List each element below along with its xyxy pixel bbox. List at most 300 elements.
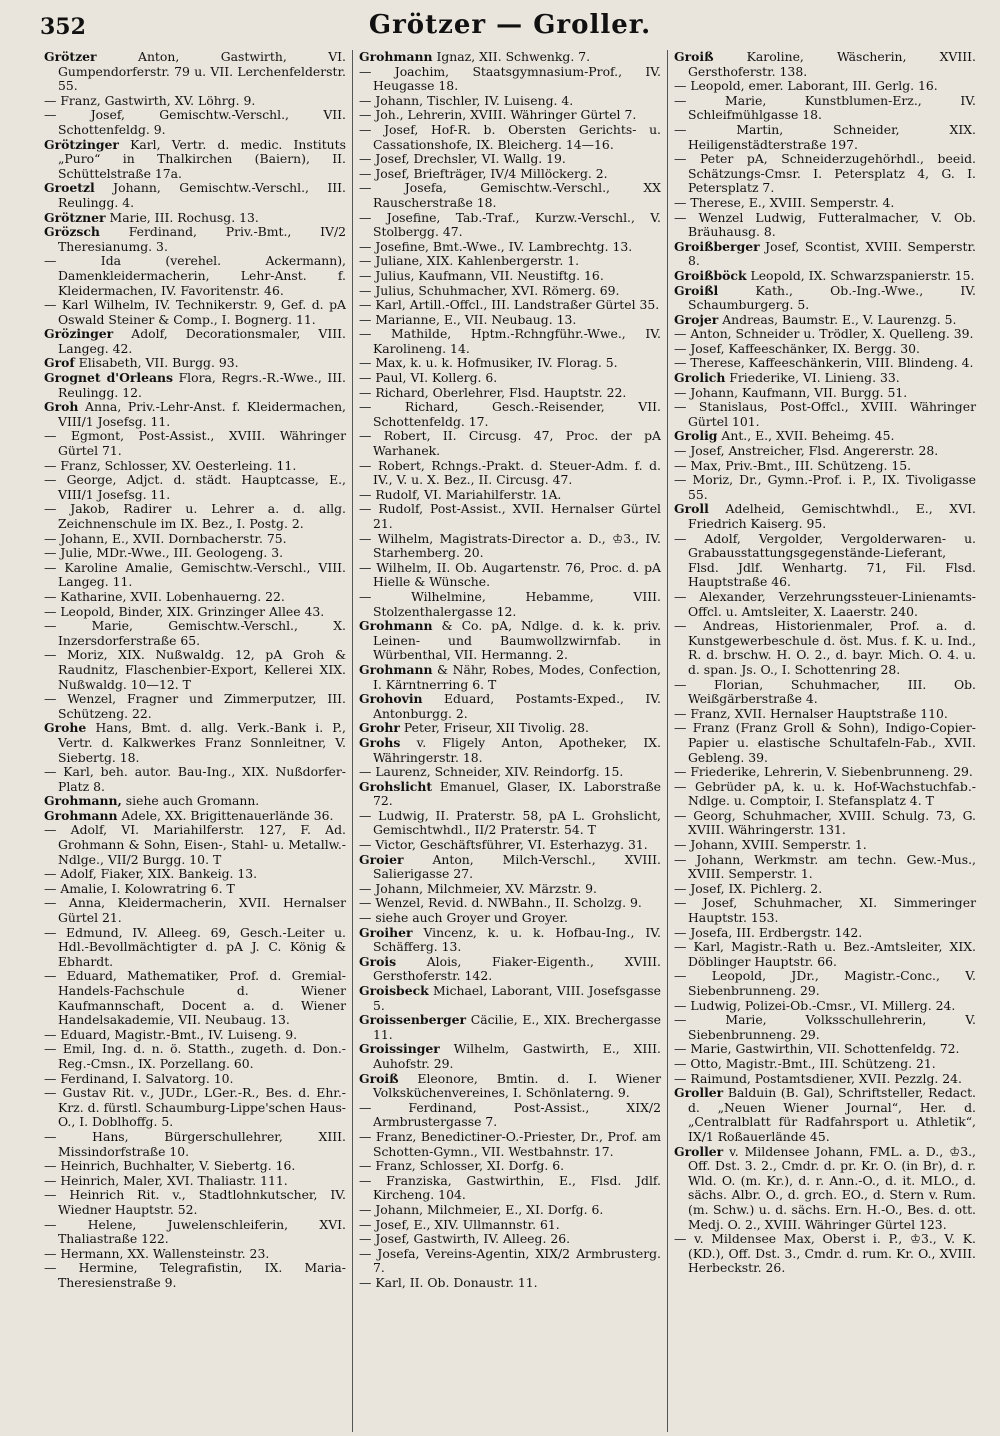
directory-entry <box>674 532 976 590</box>
entry-details: — Victor, Geschäftsführer, VI. Esterhazyg. 31. <box>359 837 648 853</box>
page-header <box>40 10 980 48</box>
entry-details: Adelheid, Gemischtwhdl., E., XVI. Friedrich Kaiserg. 95. <box>688 501 976 531</box>
entry-details: — Franziska, Gastwirthin, E., Flsd. Jdlf. Kircheng. 104. <box>359 1172 661 1203</box>
directory-entry <box>674 386 976 401</box>
entry-details: Kath., Ob.-Ing.-Wwe., IV. Schaumburgerg. 5. <box>688 282 976 313</box>
entry-surname: Groller <box>674 1143 724 1159</box>
column-middle <box>353 50 668 1432</box>
directory-entry <box>359 1159 661 1174</box>
entry-details: Flora, Regrs.-R.-Wwe., III. Reulingg. 12. <box>58 370 346 400</box>
entry-surname: Groh <box>44 399 79 415</box>
directory-entry <box>359 561 661 590</box>
directory-entry <box>674 838 976 853</box>
entry-details: — Johann, Milchmeier, E., XI. Dorfg. 6. <box>359 1201 604 1217</box>
entry-details: — Friederike, Lehrerin, V. Siebenbrunneng. 29. <box>674 764 973 780</box>
directory-entry <box>44 809 346 824</box>
entry-details: — Edmund, IV. Alleeg. 69, Gesch.-Leiter u. Hdl.-Bevollmächtigter d. pA J. C. König & Ebhardt. <box>44 924 346 969</box>
directory-entry <box>359 736 661 765</box>
entry-details: Karl, Vertr. d. medic. Instituts „Puro“ in Thalkirchen (Baiern), II. Schüttelstraße 17a. <box>58 136 346 181</box>
directory-entry <box>359 1276 661 1291</box>
entry-surname: Grohmann <box>359 661 433 677</box>
entry-surname: Grötzer <box>44 50 97 64</box>
entry-surname: Groissenberger <box>359 1012 467 1028</box>
directory-entry <box>359 254 661 269</box>
entry-details: — Richard, Oberlehrer, Flsd. Hauptstr. 22. <box>359 384 627 400</box>
directory-entry <box>359 619 661 663</box>
entry-details: Friederike, VI. Linieng. 33. <box>725 370 900 386</box>
entry-surname: Grötzinger <box>44 136 119 152</box>
entry-details: — Franz, XVII. Hernalser Hauptstraße 110. <box>674 705 948 721</box>
entry-details: — Juliane, XIX. Kahlenbergerstr. 1. <box>359 253 580 269</box>
page-number: 352 <box>40 14 86 40</box>
directory-entry <box>44 211 346 226</box>
entry-details: — Josef, Hof-R. b. Obersten Gerichts- u. Cassationshofe, IX. Bleicherg. 14—16. <box>359 121 661 152</box>
entry-details: — Ludwig, Polizei-Ob.-Cmsr., VI. Millerg. 24. <box>674 997 956 1013</box>
directory-entry <box>359 284 661 299</box>
directory-entry <box>44 1086 346 1130</box>
directory-entry <box>359 809 661 838</box>
entry-surname: Groetzl <box>44 180 95 196</box>
directory-entry <box>359 429 661 458</box>
entry-details: — Johann, XVIII. Semperstr. 1. <box>674 837 867 853</box>
directory-entry <box>44 1072 346 1087</box>
entry-details: v. Mildensee Johann, FML. a. D., ♔3., Off. Dst. 3. 2., Cmdr. d. pr. Kr. O. (in Br), d. r. Wld. O. (m. Kr.), d. r. Ann.-O., d. it. MLO., d. sächs. Albr. O., d. grch. EO., d. Stern v. Rum. (m. Schw.) u. d. sächs. Ern. H.-O., Bes. d. ott. Medj. O. 2., XVIII. Währinger Gürtel 123. <box>688 1143 976 1232</box>
entry-details: — Eduard, Magistr.-Bmt., IV. Luiseng. 9. <box>44 1026 298 1042</box>
entry-details: — Therese, E., XVIII. Semperstr. 4. <box>674 194 895 210</box>
entry-surname: Grohe <box>44 720 87 736</box>
entry-details: — Karl, Magistr.-Rath u. Bez.-Amtsleiter, XIX. Döblinger Hauptstr. 66. <box>674 939 976 969</box>
entry-details: — Richard, Gesch.-Reisender, VII. Schottenfeldg. 17. <box>359 399 661 429</box>
entry-details: — Anton, Schneider u. Trödler, X. Quelleng. 39. <box>674 326 974 342</box>
directory-entry <box>359 926 661 955</box>
entry-details: Hans, Bmt. d. allg. Verk.-Bank i. P., Vertr. d. Kalkwerkes Franz Sonnleitner, V. Siebertg. 18. <box>58 720 346 765</box>
directory-entry <box>44 225 346 254</box>
directory-entry <box>44 1261 346 1290</box>
directory-entry <box>359 327 661 356</box>
entry-surname: Grötzner <box>44 209 106 225</box>
directory-entry <box>44 619 346 648</box>
directory-entry <box>359 313 661 328</box>
entry-surname: Groißberger <box>674 238 760 254</box>
entry-details: — Karoline Amalie, Gemischtw.-Verschl., VIII. Langeg. 11. <box>44 559 346 590</box>
directory-entry <box>44 138 346 182</box>
entry-details: Anna, Priv.-Lehr-Anst. f. Kleidermachen, VIII/1 Josefsg. 11. <box>58 399 346 429</box>
entry-details: — Marie, Kunstblumen-Erz., IV. Schleifmühlgasse 18. <box>674 92 976 123</box>
directory-entry <box>359 984 661 1013</box>
entry-details: — Egmont, Post-Assist., XVIII. Währinger Gürtel 71. <box>44 428 346 459</box>
entry-surname: Grohmann, <box>44 793 122 809</box>
entry-details: — Amalie, I. Kolowratring 6. T <box>44 880 235 896</box>
directory-entry <box>44 721 346 765</box>
entry-details: — Joh., Lehrerin, XVIII. Währinger Gürtel 7. <box>359 107 637 123</box>
directory-entry <box>359 50 661 65</box>
entry-details: Josef, Scontist, XVIII. Semperstr. 8. <box>688 238 976 269</box>
directory-entry <box>359 108 661 123</box>
entry-details: & Nähr, Robes, Modes, Confection, I. Kärntnerring 6. T <box>373 661 661 692</box>
entry-details: — Moriz, Dr., Gymn.-Prof. i. P., IX. Tivoligasse 55. <box>674 472 976 502</box>
directory-entry <box>674 342 976 357</box>
directory-entry <box>44 794 346 809</box>
directory-entry <box>674 1013 976 1042</box>
directory-entry <box>359 1101 661 1130</box>
directory-entry <box>359 181 661 210</box>
directory-entry <box>359 371 661 386</box>
entry-details: — Josefine, Bmt.-Wwe., IV. Lambrechtg. 13. <box>359 238 633 254</box>
entry-details: — Peter pA, Schneiderzugehörhdl., beeid. Schätzungs-Cmsr. I. Petersplatz 4, G. I. Petersplatz 7. <box>674 151 976 196</box>
entry-details: — Franz, Schlosser, XI. Dorfg. 6. <box>359 1158 565 1174</box>
entry-details: — Josef, IX. Pichlerg. 2. <box>674 880 823 896</box>
directory-entry <box>44 561 346 590</box>
directory-entry <box>359 1042 661 1071</box>
directory-entry <box>44 823 346 867</box>
entry-details: — Wilhelm, Magistrats-Director a. D., ♔3., IV. Starhemberg. 20. <box>359 530 661 561</box>
entry-details: — Wenzel, Fragner und Zimmerputzer, III. Schützeng. 22. <box>44 691 346 721</box>
directory-entry <box>359 1130 661 1159</box>
directory-entry <box>44 356 346 371</box>
entry-details: — v. Mildensee Max, Oberst i. P., ♔3., V. K. (KD.), Off. Dst. 3., Cmdr. d. rum. Kr. O., XVIII. Herbeckstr. 26. <box>674 1231 976 1276</box>
entry-surname: Grohslicht <box>359 778 433 794</box>
directory-entry <box>359 911 661 926</box>
entry-details: — Paul, VI. Kollerg. 6. <box>359 370 498 386</box>
directory-entry <box>674 721 976 765</box>
entry-details: — Adolf, VI. Mariahilferstr. 127, F. Ad. Grohmann & Sohn, Eisen-, Stahl- u. Metallw.-Ndlge., VII/2 Burgg. 10. T <box>44 822 346 867</box>
directory-entry <box>674 969 976 998</box>
directory-entry <box>359 532 661 561</box>
entry-surname: Groißl <box>674 282 719 298</box>
entry-details: — Leopold, JDr., Magistr.-Conc., V. Siebenbrunneng. 29. <box>674 968 976 998</box>
entry-surname: Groier <box>359 851 404 867</box>
entry-surname: Grohr <box>359 720 400 736</box>
entry-surname: Grohs <box>359 734 401 750</box>
directory-entry <box>674 371 976 386</box>
directory-entry <box>674 123 976 152</box>
entry-details: — Heinrich, Maler, XVI. Thaliastr. 111. <box>44 1172 288 1188</box>
entry-details: — Josef, Schuhmacher, XI. Simmeringer Hauptstr. 153. <box>674 895 976 926</box>
entry-surname: Grognet d'Orleans <box>44 370 173 386</box>
entry-details: Andreas, Baumstr. E., V. Laurenzg. 5. <box>718 311 957 327</box>
directory-entry <box>359 211 661 240</box>
directory-entry <box>359 502 661 531</box>
directory-entry <box>674 1145 976 1233</box>
entry-details: — Adolf, Vergolder, Vergolderwaren- u. Grabausstattungsgegenstände-Lieferant, Flsd. Jdlf. Wenhartg. 71, Fil. Flsd. Hauptstraße 46. <box>674 530 976 590</box>
entry-details: Balduin (B. Gal), Schriftsteller, Redact. d. „Neuen Wiener Journal“, Her. d. „Centralblatt für Radfahrsport u. Athletik“, IX/1 Roßauerlände 45. <box>688 1085 976 1144</box>
directory-entry <box>359 838 661 853</box>
entry-details: — Julius, Schuhmacher, XVI. Römerg. 69. <box>359 282 620 298</box>
entry-details: — Franz, Benedictiner-O.-Priester, Dr., Prof. am Schotten-Gymn., VII. Westbahnstr. 17. <box>359 1128 661 1159</box>
entry-details: — Otto, Magistr.-Bmt., III. Schützeng. 21. <box>674 1055 936 1071</box>
entry-details: — Therese, Kaffeeschänkerin, VIII. Blindeng. 4. <box>674 355 974 371</box>
directory-entry <box>674 1232 976 1276</box>
directory-entry <box>359 386 661 401</box>
directory-entry <box>359 590 661 619</box>
directory-entry <box>674 780 976 809</box>
entry-details: Johann, Gemischtw.-Verschl., III. Reulingg. 4. <box>58 180 346 210</box>
directory-entry <box>674 809 976 838</box>
entry-details: — Wilhelmine, Hebamme, VIII. Stolzenthalergasse 12. <box>359 588 661 619</box>
entry-details: — Josef, Anstreicher, Flsd. Angererstr. 28. <box>674 443 939 459</box>
column-left <box>38 50 353 1432</box>
entry-details: — Wenzel Ludwig, Futteralmacher, V. Ob. Bräuhausg. 8. <box>674 209 976 240</box>
directory-entry <box>359 853 661 882</box>
entry-surname: Grözsch <box>44 224 100 240</box>
entry-surname: Groissinger <box>359 1041 440 1057</box>
entry-details: — Josef, Briefträger, IV/4 Millöckerg. 2. <box>359 165 608 181</box>
entry-details: siehe auch Gromann. <box>121 793 260 809</box>
entry-surname: Grois <box>359 953 397 969</box>
entry-details: — Josefa, Vereins-Agentin, XIX/2 Armbrusterg. 7. <box>359 1245 661 1276</box>
entry-details: — Rudolf, Post-Assist., XVII. Hernalser Gürtel 21. <box>359 501 661 531</box>
directory-columns <box>38 50 982 1432</box>
directory-entry <box>44 459 346 474</box>
directory-entry <box>359 123 661 152</box>
entry-details: Adele, XX. Brigittenauerlände 36. <box>117 807 334 823</box>
entry-details: — Marie, Gemischtw.-Verschl., X. Inzersdorferstraße 65. <box>44 618 346 648</box>
entry-details: — Ida (verehel. Ackermann), Damenkleidermacherin, Lehr-Anst. f. Kleidermachen, IV. Favoritenstr. 46. <box>44 253 346 298</box>
entry-details: — Marianne, E., VII. Neubaug. 13. <box>359 311 577 327</box>
entry-surname: Groiß <box>674 50 714 64</box>
page-title: Grötzer — Groller. <box>368 10 652 40</box>
directory-entry <box>359 269 661 284</box>
entry-details: — Anna, Kleidermacherin, XVII. Hernalser Gürtel 21. <box>44 895 346 926</box>
entry-details: Emanuel, Glaser, IX. Laborstraße 72. <box>373 778 661 809</box>
entry-surname: Grof <box>44 355 75 371</box>
entry-details: — Marie, Gastwirthin, VII. Schottenfeldg. 72. <box>674 1041 960 1057</box>
directory-entry <box>44 298 346 327</box>
directory-entry <box>44 648 346 692</box>
directory-entry <box>44 429 346 458</box>
directory-entry <box>44 108 346 137</box>
directory-entry <box>674 502 976 531</box>
entry-details: — Franz, Schlosser, XV. Oesterleing. 11. <box>44 457 297 473</box>
entry-details: — Karl, Artill.-Offcl., III. Landstraßer Gürtel 35. <box>359 297 660 313</box>
directory-entry <box>359 167 661 182</box>
directory-entry <box>359 240 661 255</box>
directory-entry <box>44 1188 346 1217</box>
entry-surname: Groißböck <box>674 267 747 283</box>
entry-details: — Josefa, Gemischtw.-Verschl., XX Rauscherstraße 18. <box>359 180 661 210</box>
directory-entry <box>674 50 976 79</box>
directory-entry <box>674 240 976 269</box>
directory-entry <box>359 780 661 809</box>
directory-entry <box>674 313 976 328</box>
directory-entry <box>674 79 976 94</box>
entry-details: — Josef, Gemischtw.-Verschl., VII. Schottenfeldg. 9. <box>44 107 346 137</box>
entry-details: Vincenz, k. u. k. Hofbau-Ing., IV. Schäfferg. 13. <box>373 924 661 955</box>
entry-details: — Max, Priv.-Bmt., III. Schützeng. 15. <box>674 457 912 473</box>
directory-entry <box>359 955 661 984</box>
directory-entry <box>359 1013 661 1042</box>
entry-details: — Joachim, Staatsgymnasium-Prof., IV. Heugasse 18. <box>359 63 661 94</box>
entry-details: Peter, Friseur, XII Tivolig. 28. <box>399 720 589 736</box>
directory-entry <box>674 926 976 941</box>
entry-details: — Leopold, emer. Laborant, III. Gerlg. 16. <box>674 78 938 94</box>
directory-entry <box>44 1028 346 1043</box>
entry-details: — Josefa, III. Erdbergstr. 142. <box>674 924 863 940</box>
entry-details: — Ludwig, II. Praterstr. 58, pA L. Grohslicht, Gemischtwhdl., II/2 Praterstr. 54. T <box>359 807 661 838</box>
directory-entry <box>44 371 346 400</box>
entry-details: — Julius, Kaufmann, VII. Neustiftg. 16. <box>359 267 604 283</box>
entry-details: — Karl Wilhelm, IV. Technikerstr. 9, Gef. d. pA Oswald Steiner & Comp., I. Bognerg. 11. <box>44 297 346 327</box>
entry-surname: Grohovin <box>359 691 423 707</box>
entry-details: — Josef, E., XIV. Ullmannstr. 61. <box>359 1216 560 1232</box>
entry-details: — Karl, beh. autor. Bau-Ing., XIX. Nußdorfer-Platz 8. <box>44 764 346 794</box>
directory-entry <box>359 1232 661 1247</box>
entry-details: Karoline, Wäscherin, XVIII. Gersthoferstr. 138. <box>688 50 976 79</box>
directory-entry <box>674 269 976 284</box>
column-right <box>668 50 982 1432</box>
directory-entry <box>674 853 976 882</box>
entry-details: — Andreas, Historienmaler, Prof. a. d. Kunstgewerbeschule d. öst. Mus. f. K. u. Ind., R. d. brschw. H. O. 2., d. bayr. Mich. O. 4. u. d. span. Js. O., I. Schottenring 28. <box>674 618 976 677</box>
entry-details: — Marie, Volksschullehrerin, V. Siebenbrunneng. 29. <box>674 1012 976 1042</box>
directory-entry <box>359 692 661 721</box>
entry-details: — Katharine, XVII. Lobenhauerng. 22. <box>44 588 285 604</box>
entry-details: Elisabeth, VII. Burgg. 93. <box>74 355 239 371</box>
directory-entry <box>44 1247 346 1262</box>
directory-entry <box>44 532 346 547</box>
entry-details: — Heinrich, Buchhalter, V. Siebertg. 16. <box>44 1158 296 1174</box>
entry-details: — Josef, Gastwirth, IV. Alleeg. 26. <box>359 1231 571 1247</box>
directory-entry <box>44 867 346 882</box>
entry-details: — Florian, Schuhmacher, III. Ob. Weißgärberstraße 4. <box>674 676 976 707</box>
entry-details: Eduard, Postamts-Exped., IV. Antonburgg. 2. <box>373 691 661 721</box>
entry-details: — Eduard, Mathematiker, Prof. d. Gremial-Handels-Fachschule d. Wiener Kaufmannschaft, Docent a. d. Wiener Handelsakademie, VII. Neubaug. 13. <box>44 968 346 1028</box>
directory-entry <box>359 298 661 313</box>
entry-details: — Josefine, Tab.-Traf., Kurzw.-Verschl., V. Stolbergg. 47. <box>359 209 661 240</box>
directory-entry <box>44 605 346 620</box>
directory-entry <box>44 969 346 1027</box>
directory-entry <box>359 65 661 94</box>
entry-details: — Julie, MDr.-Wwe., III. Geologeng. 3. <box>44 545 284 561</box>
entry-details: — Georg, Schuhmacher, XVIII. Schulg. 73, G. XVIII. Währingerstr. 131. <box>674 807 976 838</box>
entry-details: — siehe auch Groyer und Groyer. <box>359 910 568 926</box>
directory-entry <box>674 473 976 502</box>
entry-details: — Ferdinand, I. Salvatorg. 10. <box>44 1070 234 1086</box>
entry-details: — Gustav Rit. v., JUDr., LGer.-R., Bes. d. Ehr.-Krz. d. fürstl. Schaumburg-Lippe'schen Haus-O., I. Doblhoffg. 5. <box>44 1085 346 1130</box>
entry-surname: Groller <box>674 1085 724 1101</box>
entry-surname: Groiß <box>359 1070 399 1086</box>
directory-entry <box>44 590 346 605</box>
entry-details: — Karl, II. Ob. Donaustr. 11. <box>359 1274 538 1290</box>
entry-details: — Johann, Kaufmann, VII. Burgg. 51. <box>674 384 908 400</box>
entry-details: & Co. pA, Ndlge. d. k. k. priv. Leinen- und Baumwollzwirnfab. in Würbenthal, VII. Hermanng. 2. <box>373 618 661 663</box>
directory-entry <box>44 882 346 897</box>
directory-entry <box>674 619 976 677</box>
directory-entry <box>44 1159 346 1174</box>
directory-entry <box>674 284 976 313</box>
entry-details: Michael, Laborant, VIII. Josefsgasse 5. <box>373 983 661 1013</box>
directory-entry <box>44 94 346 109</box>
directory-entry <box>359 721 661 736</box>
directory-entry <box>359 896 661 911</box>
entry-details: — Robert, Rchngs.-Prakt. d. Steuer-Adm. f. d. IV., V. u. X. Bez., II. Circusg. 47. <box>359 457 661 488</box>
directory-entry <box>359 882 661 897</box>
directory-entry <box>674 211 976 240</box>
entry-details: — Leopold, Binder, XIX. Grinzinger Allee 43. <box>44 603 325 619</box>
entry-details: — Max, k. u. k. Hofmusiker, IV. Florag. 5. <box>359 355 618 371</box>
entry-details: — Johann, Milchmeier, XV. Märzstr. 9. <box>359 880 597 896</box>
directory-entry <box>674 356 976 371</box>
entry-details: — Heinrich Rit. v., Stadtlohnkutscher, IV. Wiedner Hauptstr. 52. <box>44 1187 346 1217</box>
entry-details: — Emil, Ing. d. n. ö. Statth., zugeth. d. Don.-Reg.-Cmsn., IX. Porzellang. 60. <box>44 1041 346 1071</box>
directory-entry <box>674 94 976 123</box>
entry-details: — Hermine, Telegrafistin, IX. Maria-Theresienstraße 9. <box>44 1260 346 1290</box>
entry-details: Cäcilie, E., XIX. Brechergasse 11. <box>373 1012 661 1042</box>
entry-surname: Grohmann <box>44 807 118 823</box>
entry-details: — Helene, Juwelenschleiferin, XVI. Thaliastraße 122. <box>44 1216 346 1247</box>
entry-details: Adolf, Decorationsmaler, VIII. Langeg. 42. <box>58 326 346 356</box>
directory-entry <box>674 152 976 196</box>
directory-entry <box>44 926 346 970</box>
entry-details: — Robert, II. Circusg. 47, Proc. der pA Warhanek. <box>359 428 661 459</box>
entry-details: — Alexander, Verzehrungssteuer-Linienamts-Offcl. u. Amtsleiter, X. Laaerstr. 240. <box>674 588 976 619</box>
directory-entry <box>359 1203 661 1218</box>
directory-entry <box>674 999 976 1014</box>
directory-entry <box>359 765 661 780</box>
entry-details: Ferdinand, Priv.-Bmt., IV/2 Theresianumg. 3. <box>58 224 346 254</box>
directory-entry <box>359 1072 661 1101</box>
entry-details: Ignaz, XII. Schwenkg. 7. <box>432 50 591 64</box>
directory-entry <box>674 196 976 211</box>
directory-entry <box>674 1042 976 1057</box>
directory-entry <box>674 327 976 342</box>
directory-entry <box>359 1218 661 1233</box>
directory-entry <box>44 765 346 794</box>
entry-details: — Moriz, XIX. Nußwaldg. 12, pA Groh & Raudnitz, Flaschenbier-Export, Kellerei XIX. Nußwaldg. 10—12. T <box>44 647 346 692</box>
entry-details: Leopold, IX. Schwarzspanierstr. 15. <box>746 267 975 283</box>
entry-details: — Josef, Drechsler, VI. Wallg. 19. <box>359 151 566 167</box>
entry-details: Eleonore, Bmtin. d. I. Wiener Volksküchenvereines, I. Schönlaterng. 9. <box>373 1070 661 1101</box>
entry-details: Marie, III. Rochusg. 13. <box>105 209 259 225</box>
entry-surname: Grojer <box>674 311 719 327</box>
directory-entry <box>359 152 661 167</box>
entry-details: — Josef, Kaffeeschänker, IX. Bergg. 30. <box>674 340 920 356</box>
directory-entry <box>44 327 346 356</box>
directory-entry <box>674 1057 976 1072</box>
entry-details: — Franz, Gastwirth, XV. Löhrg. 9. <box>44 92 256 108</box>
directory-entry <box>674 590 976 619</box>
entry-details: — Johann, Tischler, IV. Luiseng. 4. <box>359 92 574 108</box>
entry-surname: Grolich <box>674 370 726 386</box>
entry-surname: Grohmann <box>359 50 433 64</box>
directory-entry <box>359 94 661 109</box>
directory-entry <box>674 429 976 444</box>
entry-surname: Groll <box>674 501 709 517</box>
entry-surname: Groisbeck <box>359 983 429 998</box>
entry-details: — Rudolf, VI. Mariahilferstr. 1A. <box>359 486 562 502</box>
entry-details: Ant., E., XVII. Beheimg. 45. <box>717 428 895 444</box>
directory-entry <box>359 459 661 488</box>
directory-entry <box>674 400 976 429</box>
directory-entry <box>44 473 346 502</box>
entry-details: — Stanislaus, Post-Offcl., XVIII. Währinger Gürtel 101. <box>674 399 976 429</box>
entry-details: — Laurenz, Schneider, XIV. Reindorfg. 15. <box>359 764 624 780</box>
directory-entry <box>44 1042 346 1071</box>
directory-entry <box>674 459 976 474</box>
directory-entry <box>44 546 346 561</box>
directory-entry <box>44 254 346 298</box>
entry-details: Anton, Milch-Verschl., XVIII. Salierigasse 27. <box>373 851 661 882</box>
entry-surname: Grolig <box>674 428 718 444</box>
directory-entry <box>359 488 661 503</box>
directory-entry <box>44 400 346 429</box>
directory-entry <box>44 1218 346 1247</box>
directory-entry <box>674 707 976 722</box>
directory-entry <box>44 50 346 94</box>
entry-details: — Martin, Schneider, XIX. Heiligenstädterstraße 197. <box>674 121 976 152</box>
directory-entry <box>674 896 976 925</box>
entry-details: — Ferdinand, Post-Assist., XIX/2 Armbrustergasse 7. <box>359 1099 661 1130</box>
entry-details: — Raimund, Postamtsdiener, XVII. Pezzlg. 24. <box>674 1070 962 1086</box>
